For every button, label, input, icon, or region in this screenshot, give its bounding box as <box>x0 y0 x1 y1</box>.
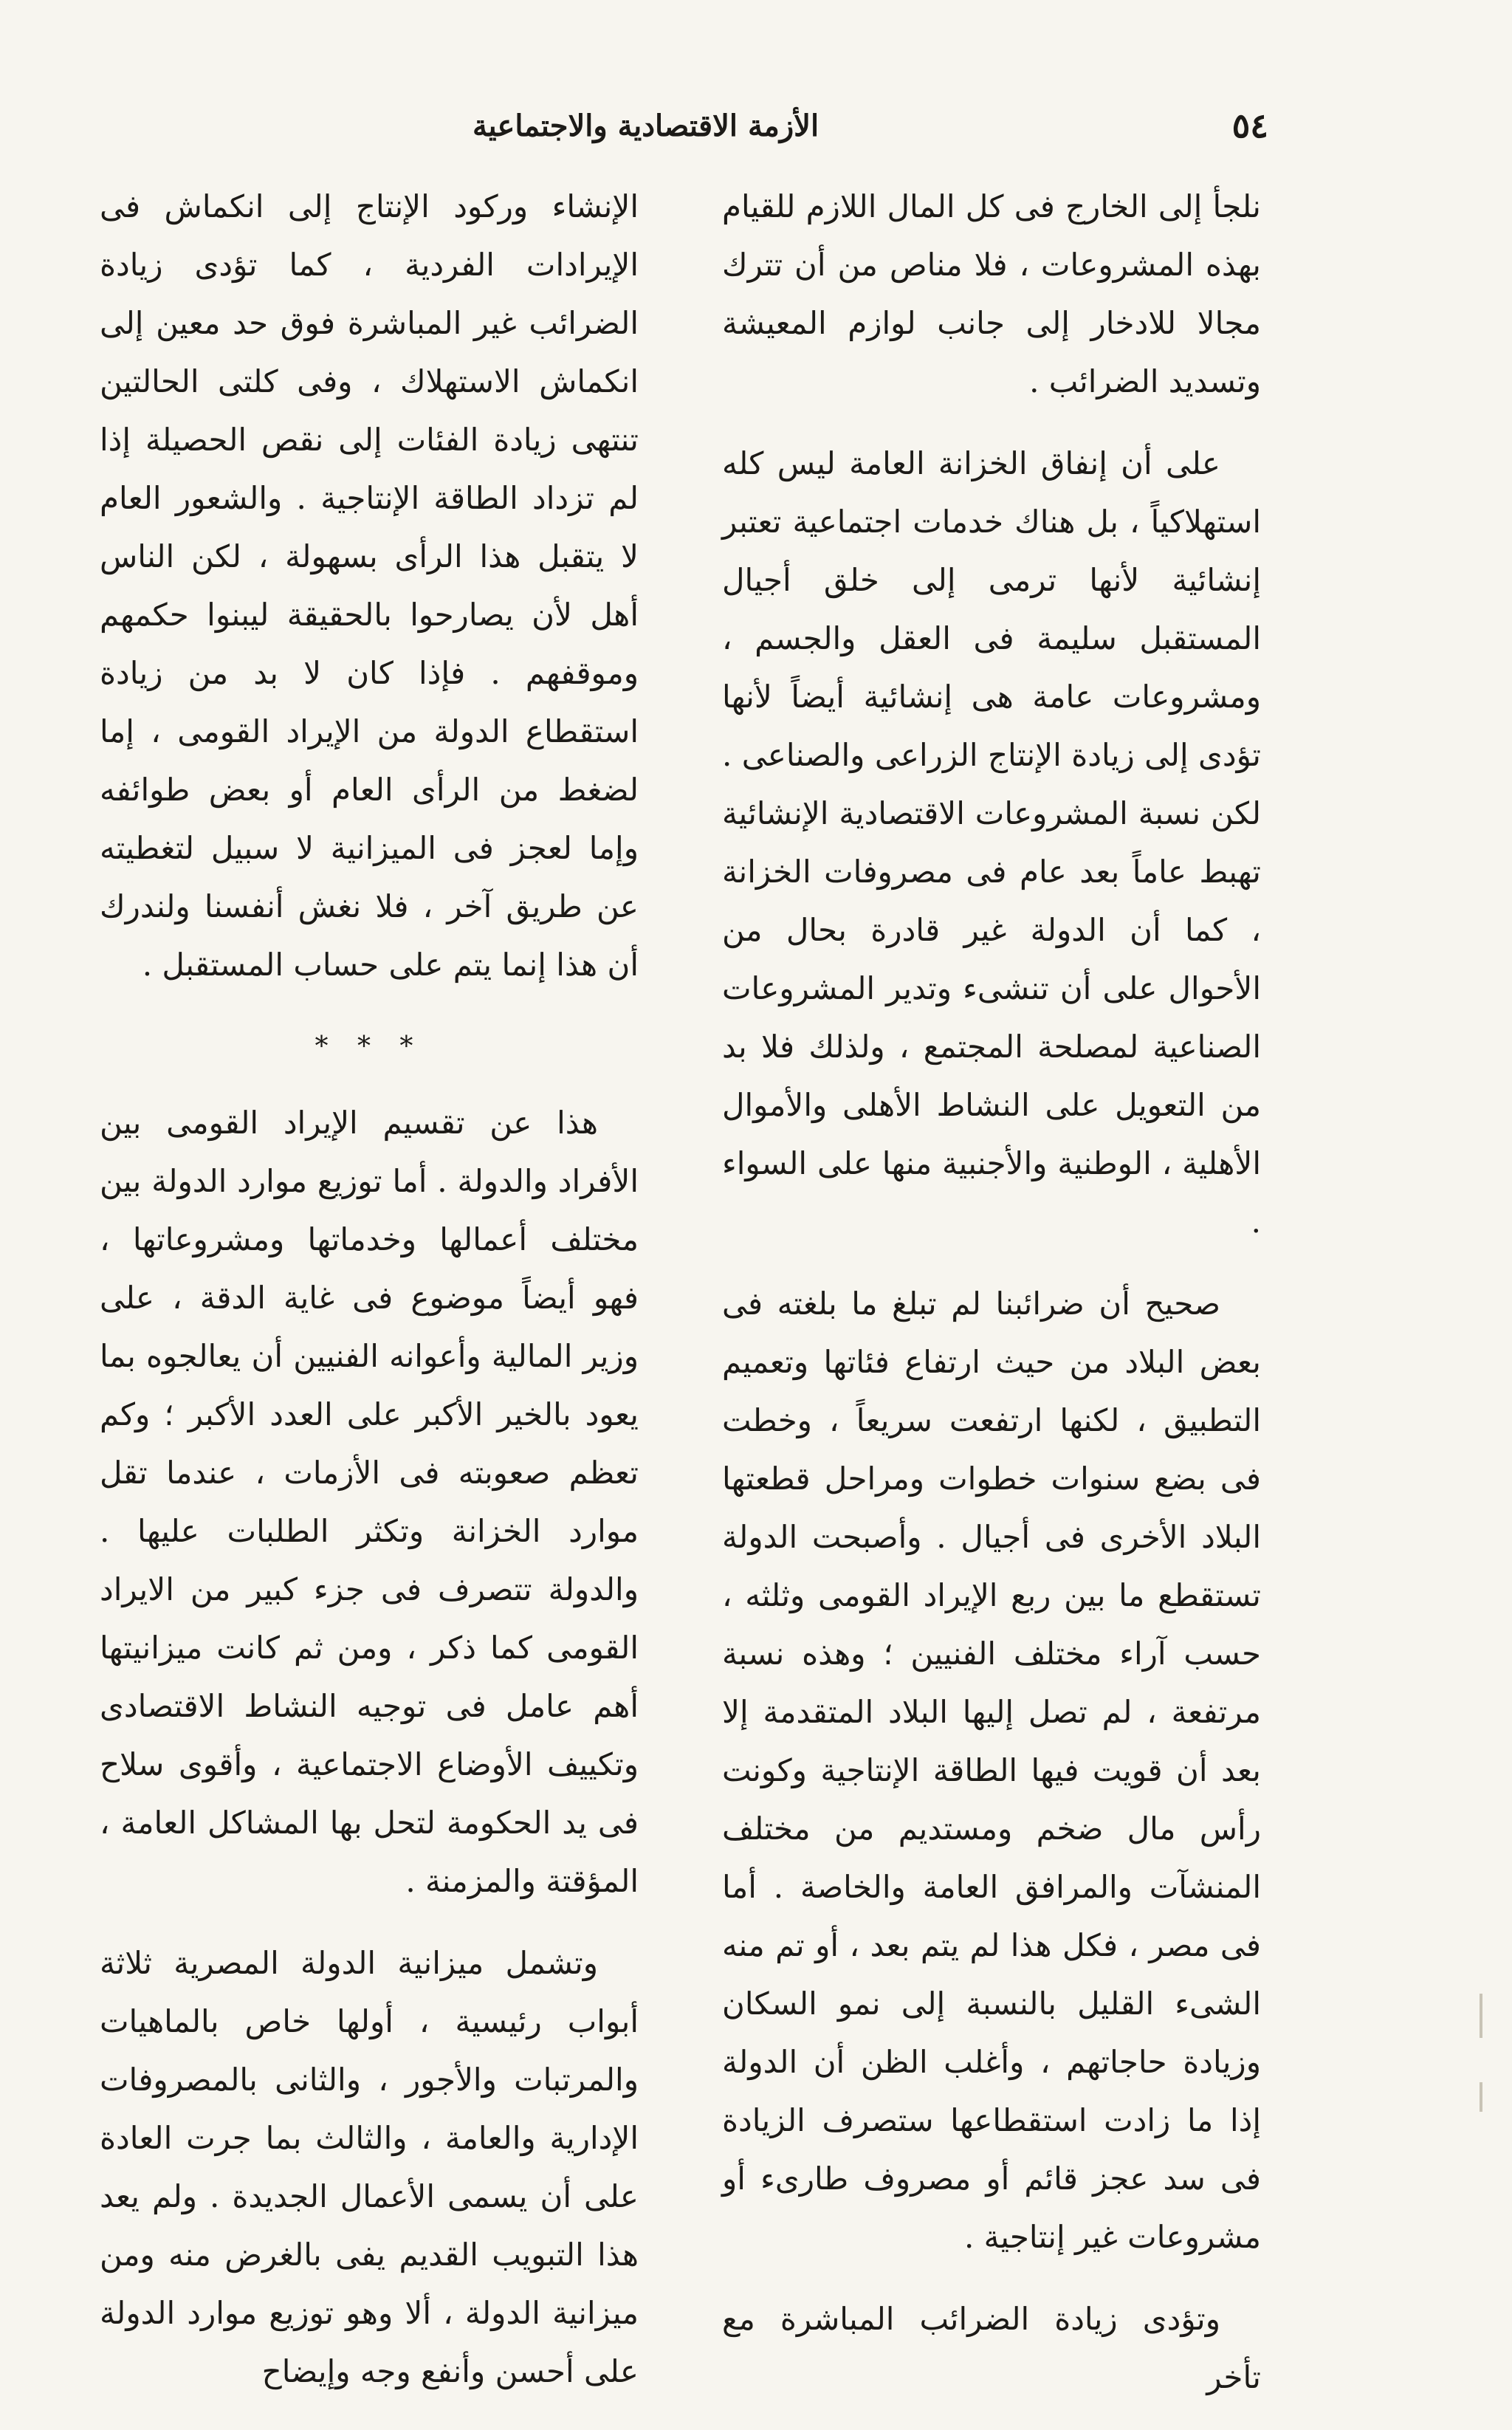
paragraph: صحيح أن ضرائبنا لم تبلغ ما بلغته فى بعض البلاد من حيث ارتفاع فئاتها وتعميم التطبيق ، لكنها ارتفعت سريعاً ، وخطت فى بضع سنوات خطوات ومراحل قطعتها البلاد الأخرى فى أجيال . وأصبحت الدولة تستقطع ما بين ربع الإيراد القومى وثلثه ، حسب آراء مختلف الفنيين ؛ وهذه نسبة مرتفعة ، لم تصل إليها البلاد المتقدمة إلا بعد أن قويت فيها الطاقة الإنتاجية وكونت رأس مال ضخم ومستديم من مختلف المنشآت والمرافق العامة والخاصة . أما فى مصر ، فكل هذا لم يتم بعد ، أو تم منه الشىء القليل بالنسبة إلى نمو السكان وزيادة حاجاتهم ، وأغلب الظن أن الدولة إذا ما زادت استقطاعها ستصرف الزيادة فى سد عجز قائم أو مصروف طارىء أو مشروعات غير إنتاجية . <box>722 1286 1261 2255</box>
running-header <box>472 96 1268 155</box>
page-edge-mark <box>1480 2082 1482 2112</box>
section-separator: * * * <box>315 1032 424 1062</box>
running-title: الأزمة الاقتصادية والاجتماعية <box>472 108 819 143</box>
right-column <box>722 177 1261 2430</box>
left-column <box>100 177 639 2424</box>
paragraph: نلجأ إلى الخارج فى كل المال اللازم للقيام بهذه المشروعات ، فلا مناص من أن تترك مجالا للادخار إلى جانب لوازم المعيشة وتسديد الضرائب . <box>722 188 1261 399</box>
page-number: ٥٤ <box>1231 106 1268 145</box>
page-edge-mark <box>1480 1994 1482 2038</box>
paragraph: وتشمل ميزانية الدولة المصرية ثلاثة أبواب رئيسية ، أولها خاص بالماهيات والمرتبات والأجور ، والثانى بالمصروفات الإدارية والعامة ، والثالث بما جرت العادة على أن يسمى الأعمال الجديدة . ولم يعد هذا التبويب القديم يفى بالغرض منه ومن ميزانية الدولة ، ألا وهو توزيع موارد الدولة على أحسن وأنفع وجه وإيضاح <box>100 1945 639 2389</box>
paragraph: على أن إنفاق الخزانة العامة ليس كله استهلاكياً ، بل هناك خدمات اجتماعية تعتبر إنشائية لأنها ترمى إلى خلق أجيال المستقبل سليمة فى العقل والجسم ، ومشروعات عامة هى إنشائية أيضاً لأنها تؤدى إلى زيادة الإنتاج الزراعى والصناعى . لكن نسبة المشروعات الاقتصادية الإنشائية تهبط عاماً بعد عام فى مصروفات الخزانة ، كما أن الدولة غير قادرة بحال من الأحوال على أن تنشىء وتدير المشروعات الصناعية لمصلحة المجتمع ، ولذلك فلا بد من التعويل على النشاط الأهلى والأموال الأهلية ، الوطنية والأجنبية منها على السواء . <box>722 445 1261 1240</box>
paragraph: هذا عن تقسيم الإيراد القومى بين الأفراد والدولة . أما توزيع موارد الدولة بين مختلف أعمالها وخدماتها ومشروعاتها ، فهو أيضاً موضوع فى غاية الدقة ، على وزير المالية وأعوانه الفنيين أن يعالجوه بما يعود بالخير الأكبر على العدد الأكبر ؛ وكم تعظم صعوبته فى الأزمات ، عندما تقل موارد الخزانة وتكثر الطلبات عليها . والدولة تتصرف فى جزء كبير من الايراد القومى كما ذكر ، ومن ثم كانت ميزانيتها أهم عامل فى توجيه النشاط الاقتصادى وتكييف الأوضاع الاجتماعية ، وأقوى سلاح فى يد الحكومة لتحل بها المشاكل العامة ، المؤقتة والمزمنة . <box>100 1105 639 1899</box>
paragraph: الإنشاء وركود الإنتاج إلى انكماش فى الإيرادات الفردية ، كما تؤدى زيادة الضرائب غير المباشرة فوق حد معين إلى انكماش الاستهلاك ، وفى كلتى الحالتين تنتهى زيادة الفئات إلى نقص الحصيلة إذا لم تزداد الطاقة الإنتاجية . والشعور العام لا يتقبل هذا الرأى بسهولة ، لكن الناس أهل لأن يصارحوا بالحقيقة ليبنوا حكمهم وموقفهم . فإذا كان لا بد من زيادة استقطاع الدولة من الإيراد القومى ، إما لضغط من الرأى العام أو بعض طوائفه وإما لعجز فى الميزانية لا سبيل لتغطيته عن طريق آخر ، فلا نغش أنفسنا ولندرك أن هذا إنما يتم على حساب المستقبل . <box>100 188 639 983</box>
paragraph: وتؤدى زيادة الضرائب المباشرة مع تأخر <box>722 2301 1261 2395</box>
